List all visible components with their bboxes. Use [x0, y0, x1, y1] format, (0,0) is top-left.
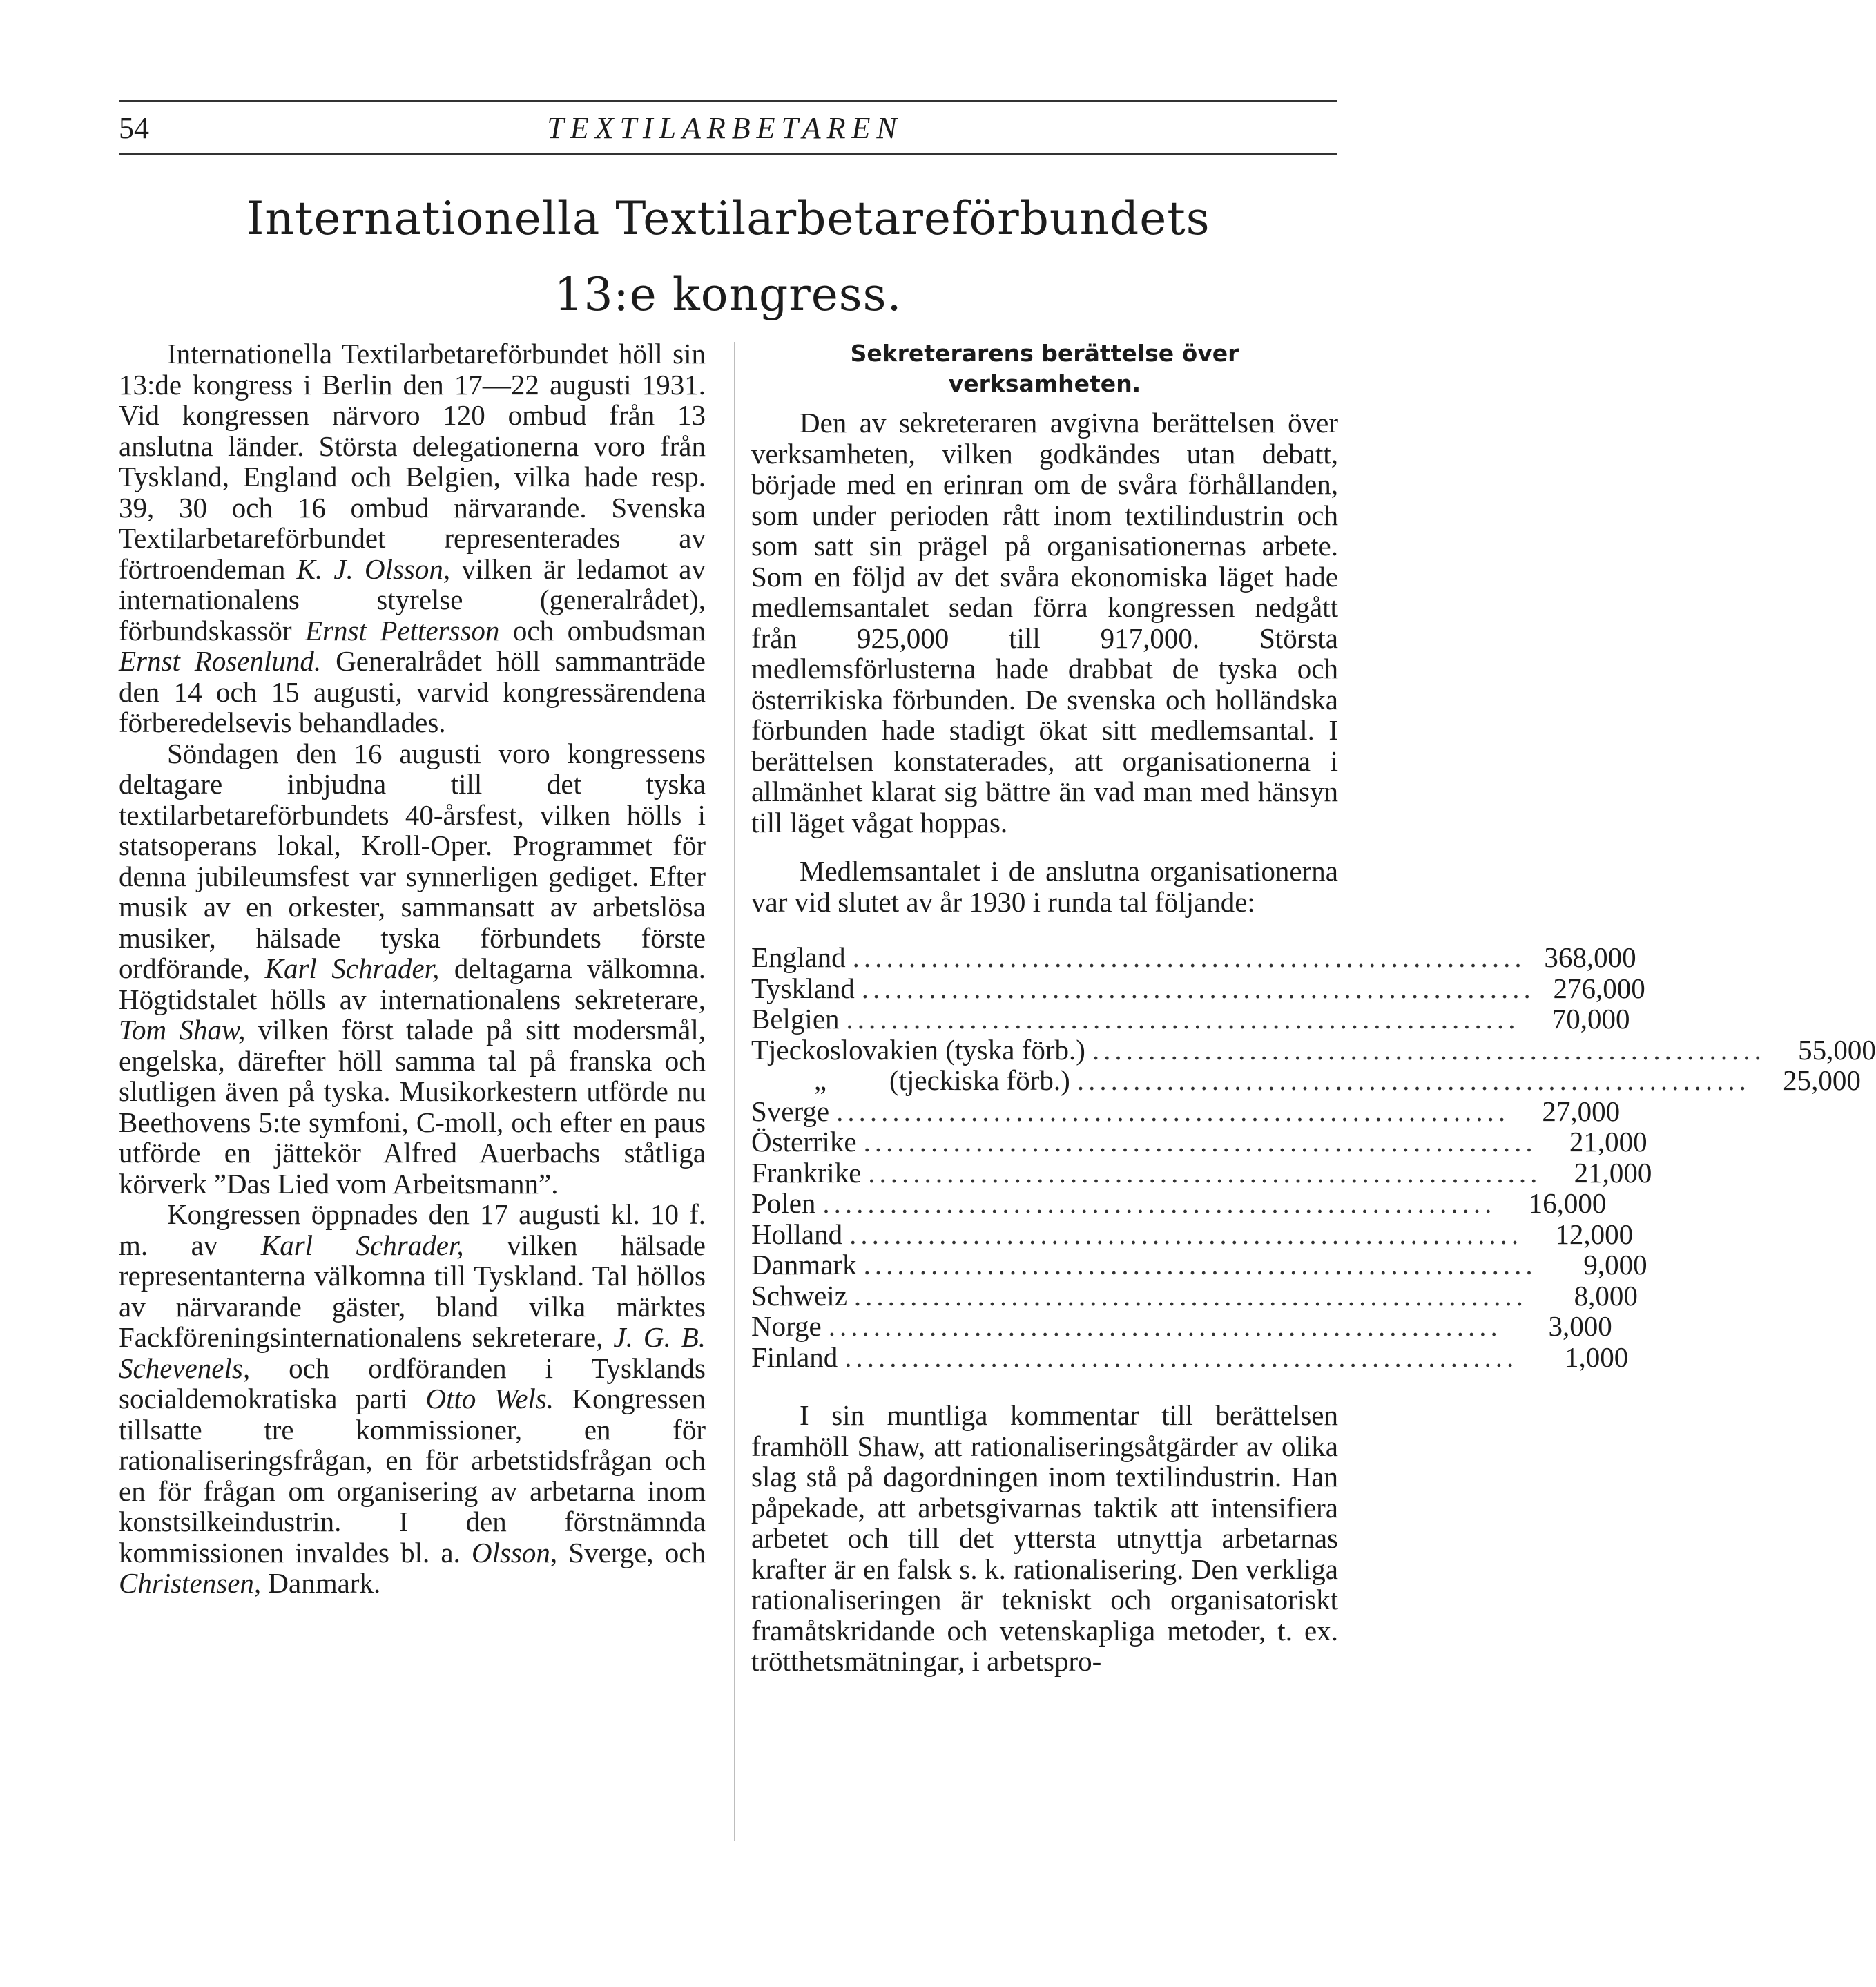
- membership-country-name: Tyskland: [751, 972, 855, 1004]
- dot-leader: ............................................................: [836, 1095, 1510, 1127]
- membership-value: 9,000: [1583, 1249, 1647, 1280]
- membership-value: 3,000: [1548, 1310, 1612, 1342]
- membership-value: 27,000: [1542, 1095, 1621, 1127]
- text-run: Generalrådet höll sammanträde den 14 och 15 augusti, varvid kongressärendena förberedelsevis behandlades.: [119, 645, 706, 738]
- membership-country: [751, 1311, 822, 1342]
- dot-leader: ............................................................: [868, 1156, 1542, 1189]
- membership-country-name: Norge: [751, 1310, 822, 1342]
- text-run: vilken hälsade representanterna välkomna till Tyskland. Tal höllos av närvarande gäster, bland vilka märktes Fackföreningsinternationalens sekreterare,: [119, 1229, 706, 1353]
- dot-leader: ............................................................: [846, 1003, 1520, 1035]
- membership-country-name: Danmark: [751, 1249, 857, 1280]
- membership-value: 70,000: [1551, 1003, 1630, 1035]
- dot-leader: ............................................................: [863, 1126, 1537, 1158]
- dot-leader: ............................................................: [852, 941, 1526, 973]
- left-column: [119, 338, 706, 1599]
- membership-country: [751, 973, 855, 1004]
- membership-country: [751, 1249, 857, 1280]
- membership-row: [751, 1003, 1630, 1035]
- text-run: Internationella Textilarbetareförbundet höll sin 13:de kongress i Berlin den 17—22 augusti 1931. Vid kongressen närvoro 120 ombud från 13 anslutna länder. Största delegationerna voro från Tyskland, England och Belgien, vilka hade resp. 39, 30 och 16 ombud närvarande. Svenska Textilarbetareförbundet representerades av förtroendeman: [119, 338, 706, 585]
- article-title-line-1: Internationella Textilarbetareförbundets: [246, 192, 1210, 245]
- person-name: Karl Schrader,: [260, 1229, 464, 1261]
- membership-country: [751, 1126, 857, 1158]
- membership-country-name: Belgien: [751, 1003, 840, 1035]
- membership-table: [751, 941, 1876, 1373]
- text-run: och ordföranden i Tysklands socialdemokratiska parti: [119, 1352, 706, 1414]
- membership-row: [751, 941, 1636, 973]
- dot-leader: ............................................................: [863, 1249, 1537, 1280]
- membership-country-name: Tjeckoslovakien (tyska förb.): [751, 1033, 1085, 1066]
- left-paragraph-3: [119, 1199, 706, 1599]
- membership-country-name: England: [751, 941, 846, 973]
- membership-country: [751, 1219, 842, 1250]
- membership-row: [751, 1033, 1876, 1066]
- membership-row: [751, 1341, 1629, 1373]
- membership-country-name: Finland: [751, 1341, 838, 1373]
- membership-row: [751, 1249, 1647, 1280]
- membership-value: 368,000: [1544, 941, 1636, 973]
- dot-leader: ............................................................: [1076, 1064, 1750, 1096]
- person-name: J. G. B. Schevenels,: [119, 1321, 706, 1384]
- dot-leader: ............................................................: [849, 1218, 1523, 1250]
- text-run: Kongressen öppnades den 17 augusti kl. 10 f. m. av: [119, 1198, 706, 1261]
- text-run: vilken först talade på sitt modersmål, engelska, därefter höll samma tal på franska och slutligen även på tyska. Musikorkestern utförde nu Beethovens 5:te symfoni, C-moll, och efter en paus utförde en jättekör Alfred Auerbachs ståtliga körverk ”Das Lied vom Arbeitsmann”.: [119, 1014, 706, 1200]
- membership-row: [751, 1064, 1861, 1096]
- membership-country: [751, 1342, 838, 1373]
- person-name: Olsson,: [471, 1536, 558, 1568]
- person-name: Ernst Pettersson: [305, 614, 500, 646]
- article-title-line-2: 13:e kongress.: [554, 268, 902, 321]
- column-divider: [734, 342, 735, 1841]
- membership-country-name: Polen: [751, 1187, 816, 1219]
- person-name: Otto Wels.: [425, 1383, 554, 1414]
- membership-row: [751, 1310, 1612, 1342]
- membership-country: [751, 1158, 861, 1189]
- dot-leader: ............................................................: [1092, 1033, 1766, 1066]
- right-paragraph-2: Medlemsantalet i de anslutna organisationerna var vid slutet av år 1930 i runda tal följande:: [751, 855, 1338, 918]
- membership-value: 8,000: [1574, 1279, 1638, 1312]
- person-name: Christensen,: [119, 1567, 262, 1599]
- membership-value: 276,000: [1553, 972, 1645, 1004]
- text-run: och ombudsman: [499, 614, 706, 646]
- dot-leader: ............................................................: [828, 1310, 1502, 1342]
- header-top-rule: [119, 100, 1337, 102]
- person-name: Ernst Rosenlund.: [119, 645, 322, 677]
- membership-row: [751, 1126, 1647, 1158]
- membership-row: [751, 1279, 1638, 1312]
- membership-country: [751, 1004, 840, 1035]
- membership-value: 21,000: [1569, 1126, 1647, 1158]
- membership-row: [751, 1187, 1607, 1219]
- right-paragraph-3: I sin muntliga kommentar till berättelsen framhöll Shaw, att rationaliseringsåtgärder av olika slag stå på dagordningen inom textilindustrin. Han påpekade, att arbetsgivarnas taktik att intensifiera arbetet och till det yttersta utnyttja arbetarnas krafter är en falsk s. k. rationalisering. Den verkliga rationaliseringen är tekniskt och organisatoriskt framåtskridande och vetenskapliga metoder, t. ex. trötthetsmätningar, i arbetspro-: [751, 1399, 1338, 1677]
- membership-country-name: Holland: [751, 1218, 843, 1250]
- text-run: vilken är ledamot av internationalens styrelse (generalrådet), förbundskassör: [119, 553, 706, 646]
- membership-row: [751, 1218, 1634, 1250]
- header-bottom-rule: [119, 153, 1337, 155]
- dot-leader: ............................................................: [853, 1279, 1527, 1312]
- text-run: Kongressen tillsatte tre kommissioner, en för rationaliseringsfrågan, en för arbetstidsfrågan och en för frågan om organisering av arbetarna inom konstsilkeindustrin. I den förstnämnda kommissionen invaldes bl. a.: [119, 1383, 706, 1568]
- person-name: Tom Shaw,: [119, 1014, 246, 1046]
- membership-row: [751, 1156, 1652, 1189]
- person-name: K. J. Olsson,: [296, 553, 451, 585]
- dot-leader: ............................................................: [822, 1187, 1496, 1219]
- membership-value: 21,000: [1574, 1156, 1652, 1189]
- membership-country: [751, 1280, 847, 1312]
- ditto-mark: „: [813, 1064, 827, 1096]
- membership-country: [751, 1188, 815, 1219]
- membership-row: [751, 972, 1645, 1004]
- membership-country-name: Sverge: [751, 1095, 830, 1127]
- dot-leader: ............................................................: [861, 972, 1535, 1004]
- section-heading: Sekreterarens berättelse över verksamheten.: [850, 340, 1239, 397]
- membership-value: 25,000: [1783, 1064, 1861, 1096]
- article-title: [119, 181, 1337, 333]
- membership-country-name: Österrike: [751, 1126, 857, 1158]
- membership-country-name: Frankrike: [751, 1156, 862, 1189]
- membership-country: [751, 942, 846, 973]
- text-run: Danmark.: [261, 1567, 381, 1599]
- dot-leader: ............................................................: [844, 1341, 1518, 1373]
- page-number: 54: [119, 111, 149, 145]
- membership-row: [751, 1095, 1621, 1127]
- membership-value: 12,000: [1555, 1218, 1634, 1250]
- person-name: Karl Schrader,: [264, 952, 440, 984]
- membership-value: 55,000: [1798, 1033, 1876, 1066]
- running-head: TEXTILARBETAREN: [547, 111, 903, 145]
- membership-country-name: (tjeckiska förb.): [889, 1064, 1070, 1096]
- membership-value: 16,000: [1528, 1187, 1607, 1219]
- membership-country: [751, 1035, 1085, 1066]
- membership-country: [751, 1065, 1070, 1096]
- left-paragraph-1: [119, 338, 706, 738]
- left-paragraph-2: [119, 738, 706, 1200]
- text-run: deltagarna välkomna. Högtidstalet hölls av internationalens sekreterare,: [119, 952, 706, 1015]
- right-paragraph-1: Den av sekreteraren avgivna berättelsen över verksamheten, vilken godkändes utan debatt, började med en erinran om de svåra förhållanden, som under perioden rått inom textilindustrin och som satt sin prägel på organisationernas arbete. Som en följd av det svåra ekonomiska läget hade medlemsantalet sedan förra kongressen nedgått från 925,000 till 917,000. Största medlemsförlusterna hade drabbat de tyska och österrikiska förbunden. De svenska och holländska förbunden hade stadigt ökat sitt medlemsantal. I berättelsen konstaterades, att organisationerna i allmänhet klarat sig bättre än vad man med hänsyn till läget vågat hoppas.: [751, 407, 1338, 838]
- text-run: Söndagen den 16 augusti voro kongressens deltagare inbjudna till det tyska textilarbetareförbundets 40-årsfest, vilken hölls i statsoperans lokal, Kroll-Oper. Programmet för denna jubileumsfest var synnerligen gediget. Efter musik av en orkester, sammansatt av arbetslösa musiker, hälsade tyska förbundets förste ordförande,: [119, 737, 706, 984]
- membership-country: [751, 1096, 829, 1127]
- text-run: Sverge, och: [557, 1536, 706, 1568]
- right-column: [751, 338, 1876, 1677]
- membership-country-name: Schweiz: [751, 1279, 847, 1312]
- membership-value: 1,000: [1565, 1341, 1629, 1373]
